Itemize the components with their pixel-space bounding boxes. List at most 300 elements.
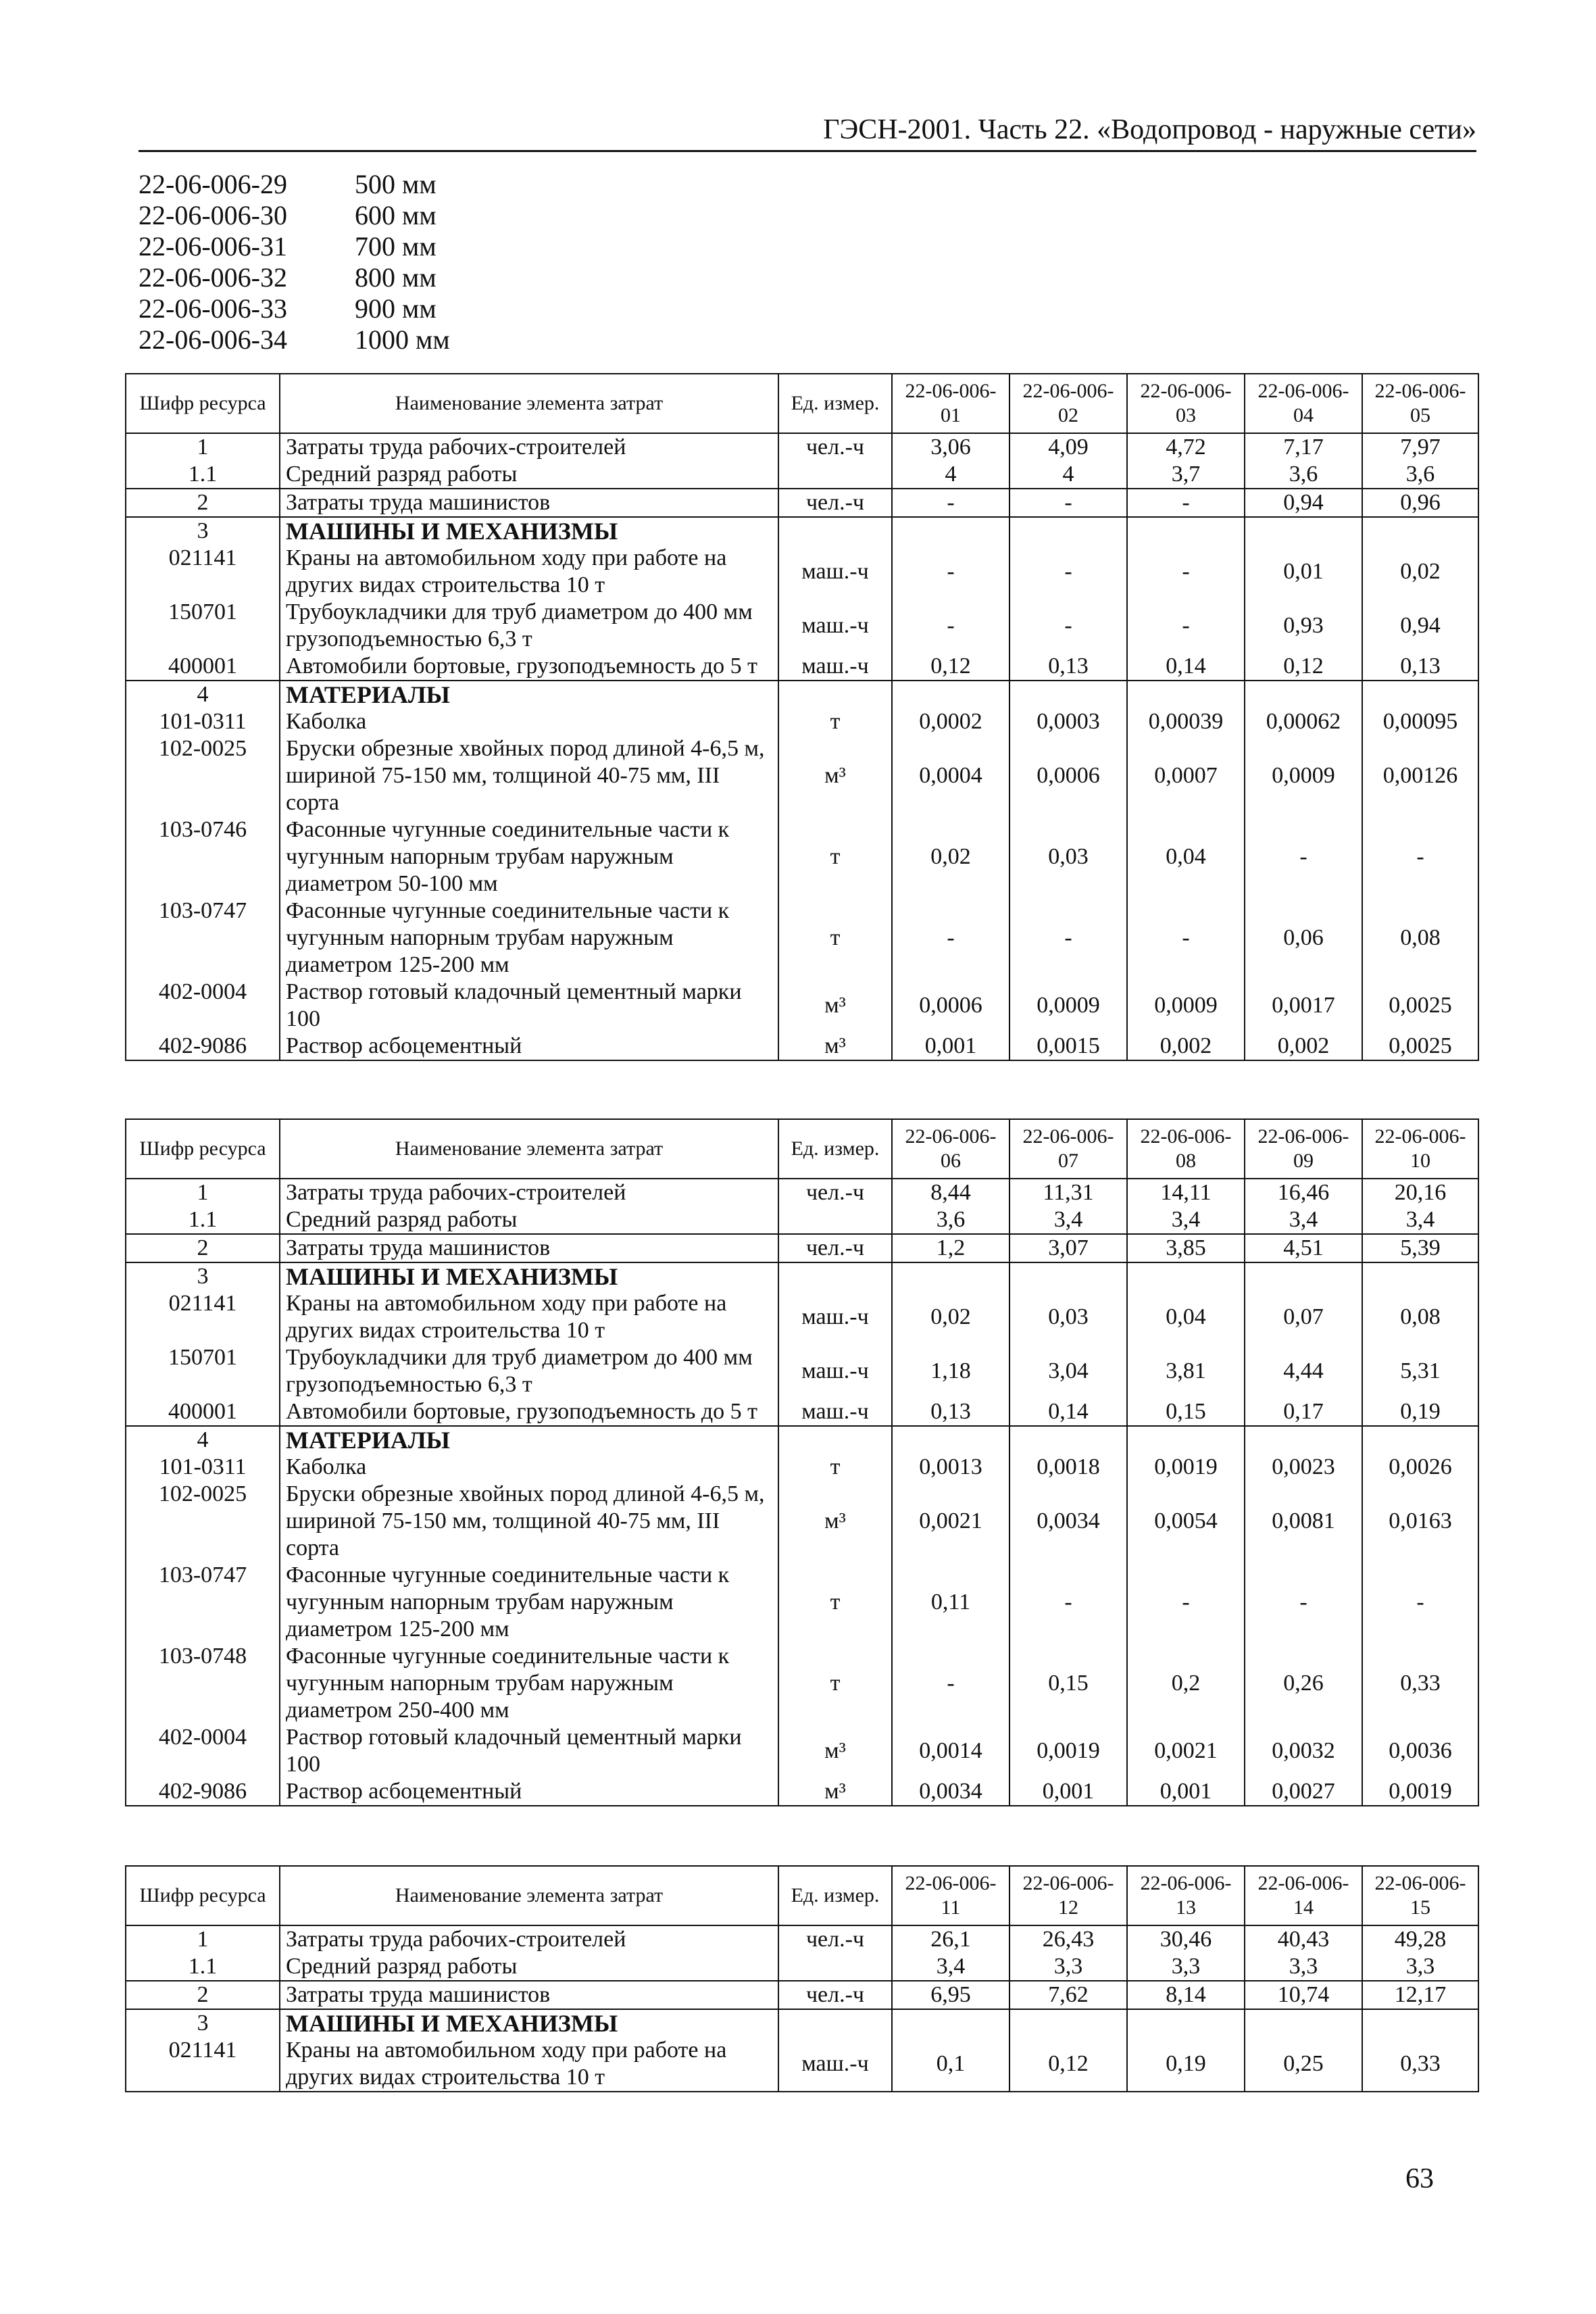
norm-value: 0,0006	[892, 979, 1009, 1033]
size: 1000 мм	[355, 324, 450, 355]
resource-unit: чел.-ч	[778, 1179, 892, 1206]
norm-value: 5,39	[1362, 1234, 1478, 1262]
code: 22-06-006-30	[139, 200, 287, 230]
table-row	[126, 1033, 1478, 1060]
table-row	[126, 1290, 1478, 1344]
norm-value: 26,1	[892, 1925, 1009, 1953]
norm-value: 3,3	[1127, 1953, 1245, 1981]
col-header-norm: 22-06-006-04	[1245, 374, 1362, 433]
resource-unit	[778, 1206, 892, 1234]
norm-value: 0,0009	[1245, 735, 1362, 816]
norm-value: 3,3	[1245, 1953, 1362, 1981]
norm-value: 0,04	[1127, 1290, 1245, 1344]
norm-value: 5,31	[1362, 1344, 1478, 1398]
resource-name: Автомобили бортовые, грузоподъемность до 5 т	[280, 1398, 778, 1426]
norm-value	[1009, 517, 1127, 545]
code: 22-06-006-33	[139, 293, 287, 324]
resource-code: 021141	[126, 1290, 280, 1344]
norm-value: 3,7	[1127, 461, 1245, 489]
resource-name: Раствор готовый кладочный цементный марки 100	[280, 979, 778, 1033]
table-row	[126, 1778, 1478, 1806]
norm-value: -	[892, 1643, 1009, 1724]
code: 22-06-006-31	[139, 231, 287, 262]
norm-value: 0,12	[1245, 653, 1362, 681]
col-header-unit: Ед. измер.	[778, 1119, 892, 1179]
resource-code: 3	[126, 517, 280, 545]
norm-value: 0,0009	[1127, 979, 1245, 1033]
resource-name: МАТЕРИАЛЫ	[280, 681, 778, 708]
resource-name: Фасонные чугунные соединительные части к чугунным напорным трубам наружным диаметром 250-400 мм	[280, 1643, 778, 1724]
col-header-norm: 22-06-006-15	[1362, 1866, 1478, 1925]
table-row	[126, 735, 1478, 816]
resource-unit: маш.-ч	[778, 1344, 892, 1398]
norm-value: -	[892, 599, 1009, 653]
norm-value: 3,4	[1245, 1206, 1362, 1234]
resource-code: 103-0746	[126, 816, 280, 897]
norm-value: 3,81	[1127, 1344, 1245, 1398]
norm-value	[1362, 1426, 1478, 1454]
norm-value: 0,15	[1009, 1643, 1127, 1724]
norm-value: 0,07	[1245, 1290, 1362, 1344]
norm-value: 0,01	[1245, 545, 1362, 599]
norm-value: 0,02	[1362, 545, 1478, 599]
table-row	[126, 1643, 1478, 1724]
resource-unit: чел.-ч	[778, 1981, 892, 2009]
code: 22-06-006-34	[139, 324, 287, 355]
norm-value: 0,0163	[1362, 1481, 1478, 1562]
resource-code: 3	[126, 1262, 280, 1290]
resource-unit: маш.-ч	[778, 1398, 892, 1426]
norm-value: -	[892, 545, 1009, 599]
table-row	[126, 517, 1478, 545]
resource-code: 2	[126, 1981, 280, 2009]
norm-value: -	[1127, 897, 1245, 979]
norm-value: -	[1362, 1562, 1478, 1643]
resource-code: 400001	[126, 1398, 280, 1426]
norm-value: 0,11	[892, 1562, 1009, 1643]
norm-value: 0,0006	[1009, 735, 1127, 816]
size: 600 мм	[355, 200, 437, 230]
norm-value	[1245, 1426, 1362, 1454]
resource-code: 101-0311	[126, 708, 280, 735]
norm-value: -	[1245, 816, 1362, 897]
norm-value	[1127, 1426, 1245, 1454]
col-header-norm: 22-06-006-11	[892, 1866, 1009, 1925]
resource-name: Краны на автомобильном ходу при работе на других видах строительства 10 т	[280, 545, 778, 599]
resource-name: Трубоукладчики для труб диаметром до 400 мм грузоподъемностью 6,3 т	[280, 599, 778, 653]
norm-value: 7,17	[1245, 433, 1362, 461]
norm-value: 0,0036	[1362, 1724, 1478, 1778]
table-header-row	[126, 1866, 1478, 1925]
resource-code: 103-0747	[126, 1562, 280, 1643]
resource-name: Фасонные чугунные соединительные части к чугунным напорным трубам наружным диаметром 125-200 мм	[280, 1562, 778, 1643]
table-row	[126, 653, 1478, 681]
resource-name: МАШИНЫ И МЕХАНИЗМЫ	[280, 517, 778, 545]
table-row	[126, 461, 1478, 489]
code: 22-06-006-29	[139, 169, 287, 199]
col-header-norm: 22-06-006-08	[1127, 1119, 1245, 1179]
resource-name: Затраты труда машинистов	[280, 1981, 778, 2009]
resource-name: МАШИНЫ И МЕХАНИЗМЫ	[280, 1262, 778, 1290]
norm-value: 0,33	[1362, 1643, 1478, 1724]
resource-code: 2	[126, 489, 280, 517]
norm-value: 4,72	[1127, 433, 1245, 461]
col-header-norm: 22-06-006-05	[1362, 374, 1478, 433]
code: 22-06-006-32	[139, 262, 287, 293]
code-list-item	[139, 293, 450, 324]
norm-value: 0,03	[1009, 1290, 1127, 1344]
resource-unit: т	[778, 708, 892, 735]
table-row	[126, 1981, 1478, 2009]
norm-value: 0,0034	[892, 1778, 1009, 1806]
resource-name: МАТЕРИАЛЫ	[280, 1426, 778, 1454]
resource-name: Затраты труда машинистов	[280, 1234, 778, 1262]
table-row	[126, 1562, 1478, 1643]
resource-name: Раствор готовый кладочный цементный марки 100	[280, 1724, 778, 1778]
norm-value: 0,0032	[1245, 1724, 1362, 1778]
resource-code: 1.1	[126, 1953, 280, 1981]
resource-unit: м³	[778, 979, 892, 1033]
norm-value: 3,6	[892, 1206, 1009, 1234]
table-header-row	[126, 1119, 1478, 1179]
norm-value: 0,00095	[1362, 708, 1478, 735]
resource-unit: маш.-ч	[778, 1290, 892, 1344]
norm-value: -	[1127, 489, 1245, 517]
resource-code: 402-0004	[126, 979, 280, 1033]
table-row	[126, 979, 1478, 1033]
norm-value: 11,31	[1009, 1179, 1127, 1206]
norm-value	[892, 2009, 1009, 2037]
table-row	[126, 1925, 1478, 1953]
norm-value: 3,3	[1009, 1953, 1127, 1981]
norm-value: 3,85	[1127, 1234, 1245, 1262]
col-header-norm: 22-06-006-06	[892, 1119, 1009, 1179]
norm-value: 0,15	[1127, 1398, 1245, 1426]
table-row	[126, 599, 1478, 653]
resource-name: Затраты труда рабочих-строителей	[280, 1925, 778, 1953]
resource-code: 101-0311	[126, 1454, 280, 1481]
norm-value: 3,4	[1009, 1206, 1127, 1234]
table-row	[126, 1179, 1478, 1206]
table-row	[126, 1953, 1478, 1981]
table-row	[126, 1206, 1478, 1234]
size: 800 мм	[355, 262, 437, 293]
norm-value: 0,0081	[1245, 1481, 1362, 1562]
col-header-norm: 22-06-006-12	[1009, 1866, 1127, 1925]
resource-code: 1.1	[126, 461, 280, 489]
norm-value: 0,0009	[1009, 979, 1127, 1033]
norm-value: -	[1127, 1562, 1245, 1643]
norm-value: 14,11	[1127, 1179, 1245, 1206]
norm-value: 0,0003	[1009, 708, 1127, 735]
col-header-code: Шифр ресурса	[126, 1866, 280, 1925]
norm-value: 0,0013	[892, 1454, 1009, 1481]
resource-unit: чел.-ч	[778, 1234, 892, 1262]
norm-value: 0,94	[1362, 599, 1478, 653]
resource-code: 1	[126, 1925, 280, 1953]
col-header-norm: 22-06-006-09	[1245, 1119, 1362, 1179]
norm-value: 0,03	[1009, 816, 1127, 897]
norm-value: 0,33	[1362, 2037, 1478, 2092]
resource-code: 402-9086	[126, 1778, 280, 1806]
norm-value: 0,0021	[1127, 1724, 1245, 1778]
norm-value: 0,0002	[892, 708, 1009, 735]
resource-name: Затраты труда рабочих-строителей	[280, 1179, 778, 1206]
norm-value: 0,0019	[1009, 1724, 1127, 1778]
resource-unit	[778, 1426, 892, 1454]
norm-value: 10,74	[1245, 1981, 1362, 2009]
norm-value: 0,0021	[892, 1481, 1009, 1562]
table-row	[126, 433, 1478, 461]
norm-value: 0,00126	[1362, 735, 1478, 816]
code-list-item	[139, 169, 450, 200]
norm-value: 0,93	[1245, 599, 1362, 653]
norm-value: 0,0019	[1362, 1778, 1478, 1806]
norm-value: 0,96	[1362, 489, 1478, 517]
norm-value: 0,1	[892, 2037, 1009, 2092]
norm-value: 0,001	[1127, 1778, 1245, 1806]
resource-unit: чел.-ч	[778, 1925, 892, 1953]
resource-name: Средний разряд работы	[280, 461, 778, 489]
norm-value	[892, 1262, 1009, 1290]
norm-value: 0,14	[1127, 653, 1245, 681]
norm-value: 0,13	[892, 1398, 1009, 1426]
resource-name: Раствор асбоцементный	[280, 1033, 778, 1060]
norm-value	[1362, 2009, 1478, 2037]
resource-name: Каболка	[280, 708, 778, 735]
resource-table	[125, 1118, 1479, 1806]
resource-code: 150701	[126, 599, 280, 653]
table-row	[126, 1398, 1478, 1426]
resource-unit: т	[778, 1454, 892, 1481]
norm-value: 3,4	[892, 1953, 1009, 1981]
norm-value: 1,18	[892, 1344, 1009, 1398]
norm-value: 0,12	[892, 653, 1009, 681]
norm-value: 7,97	[1362, 433, 1478, 461]
col-header-unit: Ед. измер.	[778, 1866, 892, 1925]
norm-value: 0,0023	[1245, 1454, 1362, 1481]
resource-code: 400001	[126, 653, 280, 681]
norm-value: 3,04	[1009, 1344, 1127, 1398]
norm-value: 0,0007	[1127, 735, 1245, 816]
table-row	[126, 1481, 1478, 1562]
table-header-row	[126, 374, 1478, 433]
resource-name: Средний разряд работы	[280, 1206, 778, 1234]
resource-unit	[778, 1953, 892, 1981]
resource-name: Каболка	[280, 1454, 778, 1481]
norm-value: -	[1009, 897, 1127, 979]
norm-value: -	[1009, 1562, 1127, 1643]
resource-name: Фасонные чугунные соединительные части к чугунным напорным трубам наружным диаметром 50-100 мм	[280, 816, 778, 897]
resource-unit: м³	[778, 1033, 892, 1060]
page-number: 63	[1405, 2163, 1434, 2194]
col-header-name: Наименование элемента затрат	[280, 374, 778, 433]
resource-name: Фасонные чугунные соединительные части к чугунным напорным трубам наружным диаметром 125-200 мм	[280, 897, 778, 979]
resource-unit: маш.-ч	[778, 653, 892, 681]
norm-value: -	[1245, 1562, 1362, 1643]
norm-value: 0,0004	[892, 735, 1009, 816]
resource-code: 4	[126, 1426, 280, 1454]
norm-value	[892, 681, 1009, 708]
norm-value: 0,0054	[1127, 1481, 1245, 1562]
table-row	[126, 2009, 1478, 2037]
norm-value: -	[892, 897, 1009, 979]
resource-name: Краны на автомобильном ходу при работе на других видах строительства 10 т	[280, 2037, 778, 2092]
resource-name: Трубоукладчики для труб диаметром до 400 мм грузоподъемностью 6,3 т	[280, 1344, 778, 1398]
table-row	[126, 1234, 1478, 1262]
resource-code: 150701	[126, 1344, 280, 1398]
resource-code: 2	[126, 1234, 280, 1262]
resource-name: Автомобили бортовые, грузоподъемность до 5 т	[280, 653, 778, 681]
norm-value: 0,0018	[1009, 1454, 1127, 1481]
norm-value: 0,12	[1009, 2037, 1127, 2092]
norm-value: 3,4	[1362, 1206, 1478, 1234]
resource-unit: м³	[778, 1778, 892, 1806]
table-row	[126, 708, 1478, 735]
resource-unit: т	[778, 1643, 892, 1724]
norm-value: 0,0015	[1009, 1033, 1127, 1060]
norm-value	[1127, 681, 1245, 708]
resource-code: 021141	[126, 545, 280, 599]
norm-value: 3,3	[1362, 1953, 1478, 1981]
norm-value: 0,06	[1245, 897, 1362, 979]
resource-name: Краны на автомобильном ходу при работе на других видах строительства 10 т	[280, 1290, 778, 1344]
table-row	[126, 1262, 1478, 1290]
norm-value: 0,0017	[1245, 979, 1362, 1033]
norm-value: -	[1127, 545, 1245, 599]
norm-value: -	[892, 489, 1009, 517]
norm-value	[892, 1426, 1009, 1454]
norm-value	[1362, 517, 1478, 545]
norm-value: 40,43	[1245, 1925, 1362, 1953]
norm-value: 0,13	[1362, 653, 1478, 681]
norm-value: 0,25	[1245, 2037, 1362, 2092]
norm-value	[1127, 2009, 1245, 2037]
norm-value: 0,02	[892, 1290, 1009, 1344]
code-list-item	[139, 324, 450, 355]
resource-code: 4	[126, 681, 280, 708]
col-header-norm: 22-06-006-10	[1362, 1119, 1478, 1179]
resource-code: 402-9086	[126, 1033, 280, 1060]
norm-value: -	[1009, 489, 1127, 517]
resource-unit	[778, 461, 892, 489]
norm-value: 3,6	[1245, 461, 1362, 489]
norm-value: 3,4	[1127, 1206, 1245, 1234]
table-row	[126, 1426, 1478, 1454]
col-header-norm: 22-06-006-07	[1009, 1119, 1127, 1179]
resource-table	[125, 1865, 1479, 2092]
table-row	[126, 1344, 1478, 1398]
norm-value: 3,06	[892, 433, 1009, 461]
resource-unit: м³	[778, 735, 892, 816]
size: 900 мм	[355, 293, 437, 324]
col-header-unit: Ед. измер.	[778, 374, 892, 433]
norm-value	[1127, 517, 1245, 545]
col-header-norm: 22-06-006-13	[1127, 1866, 1245, 1925]
resource-name: Затраты труда рабочих-строителей	[280, 433, 778, 461]
norm-value: 20,16	[1362, 1179, 1478, 1206]
norm-value: 49,28	[1362, 1925, 1478, 1953]
norm-value: 8,14	[1127, 1981, 1245, 2009]
resource-table	[125, 373, 1479, 1061]
norm-value	[1009, 1262, 1127, 1290]
norm-value: -	[1009, 545, 1127, 599]
table-row	[126, 545, 1478, 599]
table-row	[126, 816, 1478, 897]
resource-code: 3	[126, 2009, 280, 2037]
norm-value: 0,14	[1009, 1398, 1127, 1426]
norm-value: -	[1127, 599, 1245, 653]
code-list	[139, 169, 450, 355]
norm-value: 16,46	[1245, 1179, 1362, 1206]
norm-value: 3,6	[1362, 461, 1478, 489]
resource-code: 1	[126, 433, 280, 461]
size: 500 мм	[355, 169, 437, 199]
code-list-item	[139, 262, 450, 293]
col-header-norm: 22-06-006-02	[1009, 374, 1127, 433]
resource-unit	[778, 681, 892, 708]
table-row	[126, 897, 1478, 979]
resource-unit: маш.-ч	[778, 545, 892, 599]
norm-value: 0,002	[1245, 1033, 1362, 1060]
norm-value: 0,0026	[1362, 1454, 1478, 1481]
norm-value: 12,17	[1362, 1981, 1478, 2009]
norm-value: 0,00062	[1245, 708, 1362, 735]
norm-value	[1245, 681, 1362, 708]
size: 700 мм	[355, 231, 437, 262]
norm-value: 4,09	[1009, 433, 1127, 461]
resource-name: МАШИНЫ И МЕХАНИЗМЫ	[280, 2009, 778, 2037]
col-header-name: Наименование элемента затрат	[280, 1866, 778, 1925]
norm-value: 0,17	[1245, 1398, 1362, 1426]
resource-unit: маш.-ч	[778, 2037, 892, 2092]
resource-name: Раствор асбоцементный	[280, 1778, 778, 1806]
norm-value	[1245, 517, 1362, 545]
table-row	[126, 489, 1478, 517]
norm-value: -	[1362, 816, 1478, 897]
resource-unit	[778, 517, 892, 545]
norm-value: 0,002	[1127, 1033, 1245, 1060]
resource-unit: т	[778, 897, 892, 979]
norm-value: 6,95	[892, 1981, 1009, 2009]
norm-value: 0,19	[1362, 1398, 1478, 1426]
resource-code: 103-0747	[126, 897, 280, 979]
resource-unit: м³	[778, 1724, 892, 1778]
table-row	[126, 1454, 1478, 1481]
norm-value: 4	[1009, 461, 1127, 489]
norm-value: 0,02	[892, 816, 1009, 897]
norm-value	[1009, 2009, 1127, 2037]
norm-value: 0,0034	[1009, 1481, 1127, 1562]
norm-value	[892, 517, 1009, 545]
norm-value	[1362, 681, 1478, 708]
resource-code: 402-0004	[126, 1724, 280, 1778]
norm-value: -	[1009, 599, 1127, 653]
resource-name: Бруски обрезные хвойных пород длиной 4-6,5 м, шириной 75-150 мм, толщиной 40-75 мм, III сорта	[280, 1481, 778, 1562]
norm-value: 0,001	[1009, 1778, 1127, 1806]
col-header-code: Шифр ресурса	[126, 1119, 280, 1179]
resource-unit	[778, 1262, 892, 1290]
table-row	[126, 2037, 1478, 2092]
resource-code: 021141	[126, 2037, 280, 2092]
norm-value: 7,62	[1009, 1981, 1127, 2009]
resource-code: 102-0025	[126, 1481, 280, 1562]
table-row	[126, 681, 1478, 708]
resource-name: Затраты труда машинистов	[280, 489, 778, 517]
resource-unit: чел.-ч	[778, 433, 892, 461]
norm-value: 8,44	[892, 1179, 1009, 1206]
norm-value: 30,46	[1127, 1925, 1245, 1953]
